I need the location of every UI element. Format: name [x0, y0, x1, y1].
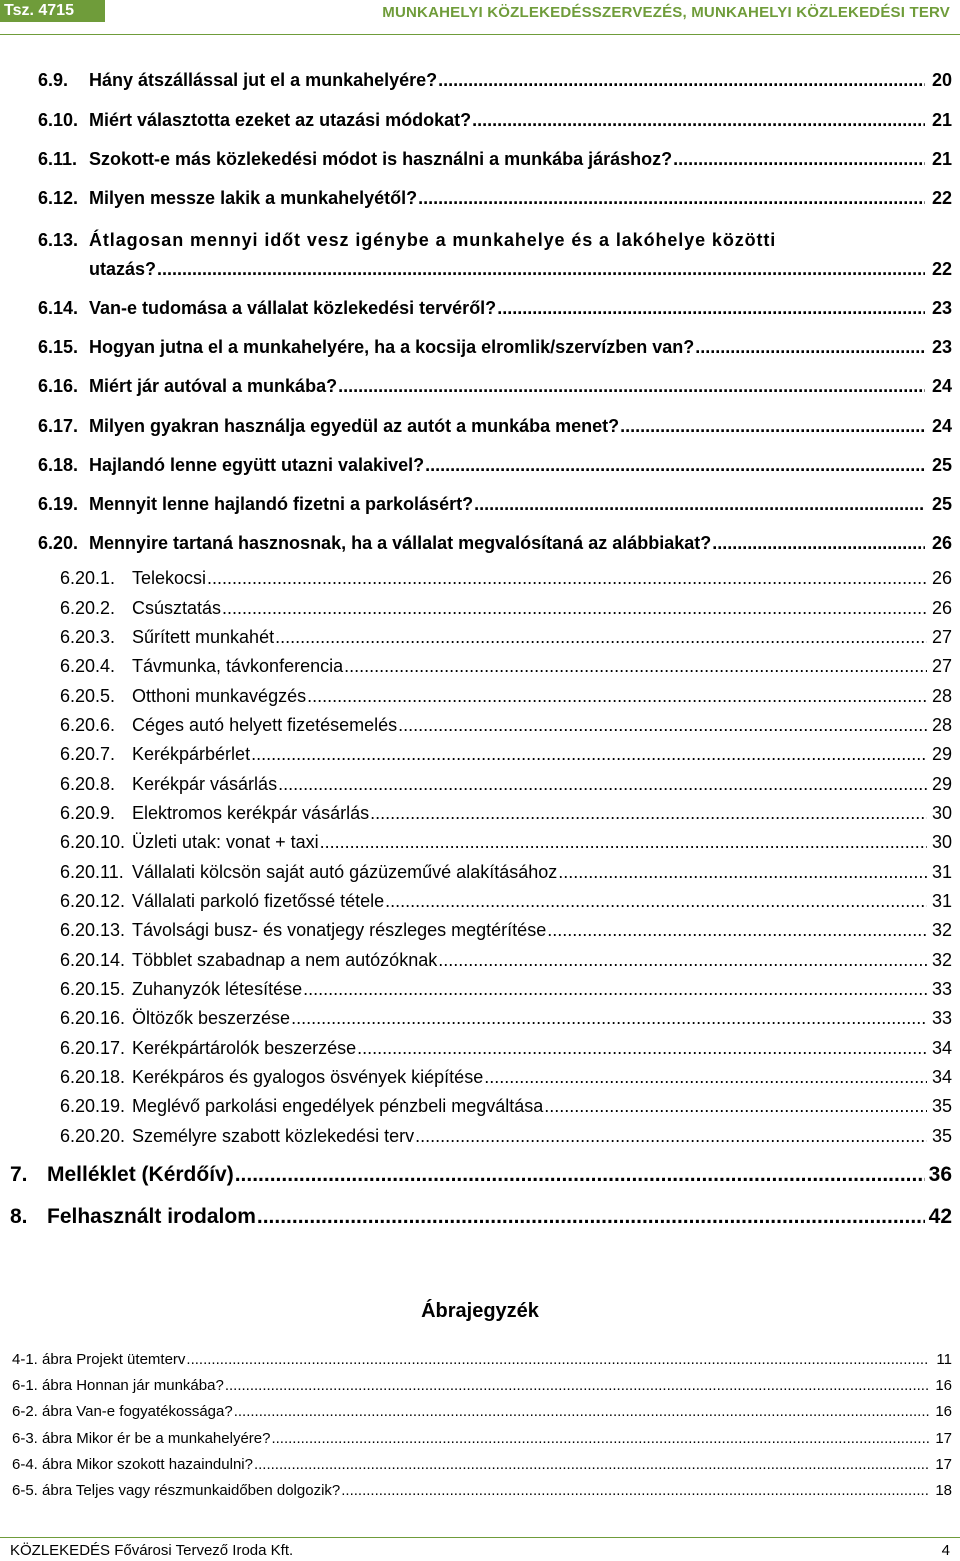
toc-page: 36 — [928, 1163, 952, 1186]
toc-leader — [291, 1008, 927, 1029]
toc-title: Miért választotta ezeket az utazási módokat? — [89, 110, 472, 130]
toc-number: 6.20.10. — [60, 832, 126, 852]
toc-title: Kerékpáros és gyalogos ösvények kiépítése — [132, 1067, 484, 1087]
toc-leader — [225, 1377, 929, 1394]
toc-leader — [357, 1038, 927, 1059]
toc-page: 29 — [931, 774, 952, 794]
toc-number: 6.11. — [38, 149, 78, 169]
toc-leader — [234, 1403, 929, 1420]
toc-subentry[interactable] — [60, 715, 952, 736]
toc-entry[interactable] — [38, 494, 952, 515]
toc-number: 8. — [10, 1205, 28, 1228]
toc-page: 30 — [931, 803, 952, 823]
toc-page: 35 — [931, 1096, 952, 1116]
toc-subentry[interactable] — [60, 920, 952, 941]
toc-leader — [303, 979, 927, 1000]
toc-entry[interactable] — [38, 533, 952, 554]
figure-title: 6-4. ábra Mikor szokott hazaindulni? — [12, 1456, 253, 1473]
toc-number: 6.10. — [38, 110, 79, 130]
toc-entry-wrapped-line2[interactable] — [89, 259, 952, 280]
toc-leader — [275, 627, 927, 648]
toc-number: 6.20.6. — [60, 715, 116, 735]
toc-page: 42 — [928, 1205, 952, 1228]
toc-title: Csúsztatás — [132, 598, 222, 618]
toc-subentry[interactable] — [60, 627, 952, 648]
toc-leader — [673, 149, 925, 170]
figure-title: 6-3. ábra Mikor ér be a munkahelyére? — [12, 1430, 271, 1447]
toc-number: 6.12. — [38, 188, 79, 208]
toc-leader — [558, 862, 927, 883]
figure-entry[interactable] — [12, 1482, 952, 1499]
document-code: Tsz. 4715 — [0, 0, 105, 22]
toc-leader — [472, 110, 925, 131]
figure-title: 6-5. ábra Teljes vagy részmunkaidőben dolgozik? — [12, 1482, 341, 1499]
toc-leader — [497, 298, 925, 319]
toc-page: 22 — [931, 188, 952, 208]
toc-number: 6.20.12. — [60, 891, 126, 911]
toc-subentry[interactable] — [60, 744, 952, 765]
toc-subentry[interactable] — [60, 891, 952, 912]
toc-title: Vállalati parkoló fizetőssé tétele — [132, 891, 385, 911]
toc-number: 6.20.20. — [60, 1126, 126, 1146]
toc-number: 6.14. — [38, 298, 79, 318]
toc-leader — [398, 715, 927, 736]
toc-page: 22 — [931, 259, 952, 279]
toc-subentry[interactable] — [60, 1126, 952, 1147]
toc-leader — [438, 70, 925, 91]
toc-leader — [415, 1126, 927, 1147]
toc-title: Üzleti utak: vonat + taxi — [132, 832, 319, 852]
toc-leader — [474, 494, 925, 515]
toc-number: 6.20.16. — [60, 1008, 126, 1028]
toc-number: 6.20.15. — [60, 979, 126, 999]
toc-number: 6.19. — [38, 494, 79, 514]
footer-page-number: 4 — [941, 1542, 950, 1559]
toc-page: 26 — [931, 598, 952, 618]
toc-leader — [320, 832, 927, 853]
figure-page: 17 — [935, 1456, 952, 1473]
toc-entry[interactable] — [38, 298, 952, 319]
figure-title: 6-1. ábra Honnan jár munkába? — [12, 1377, 224, 1394]
toc-title: Miért jár autóval a munkába? — [89, 376, 338, 396]
header-title: MUNKAHELYI KÖZLEKEDÉSSZERVEZÉS, MUNKAHELYI KÖZLEKEDÉSI TERV — [382, 4, 950, 21]
toc-subentry[interactable] — [60, 950, 952, 971]
toc-leader — [484, 1067, 927, 1088]
toc-number: 6.20.2. — [60, 598, 116, 618]
toc-subentry[interactable] — [60, 803, 952, 824]
toc-leader — [222, 598, 927, 619]
toc-page: 28 — [931, 715, 952, 735]
toc-number: 6.20.14. — [60, 950, 126, 970]
toc-number: 6.20.13. — [60, 920, 126, 940]
toc-entry[interactable] — [38, 416, 952, 437]
toc-title: Telekocsi — [132, 568, 207, 588]
toc-leader — [370, 803, 927, 824]
toc-title: Melléklet (Kérdőív) — [47, 1163, 234, 1186]
toc-number: 6.20.4. — [60, 656, 116, 676]
toc-title: Hány átszállással jut el a munkahelyére? — [89, 70, 438, 90]
toc-entry-wrapped-line1[interactable] — [38, 230, 952, 251]
figure-page: 16 — [935, 1377, 952, 1394]
toc-page: 32 — [931, 950, 952, 970]
toc-leader — [438, 950, 927, 971]
toc-number: 6.20.5. — [60, 686, 116, 706]
toc-number: 6.20.18. — [60, 1067, 126, 1087]
footer-divider — [0, 1537, 960, 1538]
toc-page: 24 — [931, 376, 952, 396]
toc-page: 27 — [931, 656, 952, 676]
toc-chapter[interactable] — [10, 1205, 952, 1229]
header-divider — [0, 34, 960, 35]
toc-subentry[interactable] — [60, 568, 952, 589]
toc-page: 25 — [931, 455, 952, 475]
toc-subentry[interactable] — [60, 598, 952, 619]
toc-leader — [344, 656, 927, 677]
toc-title: Van-e tudomása a vállalat közlekedési tervéről? — [89, 298, 497, 318]
toc-title: Otthoni munkavégzés — [132, 686, 307, 706]
toc-number: 6.20.8. — [60, 774, 116, 794]
toc-number: 6.20. — [38, 533, 79, 553]
toc-title: Milyen gyakran használja egyedül az autót a munkába menet? — [89, 416, 620, 436]
toc-page: 31 — [931, 862, 952, 882]
figure-page: 16 — [935, 1403, 952, 1420]
toc-page: 21 — [931, 110, 952, 130]
toc-title: Vállalati kölcsön saját autó gázüzeművé alakításához — [132, 862, 558, 882]
toc-entry[interactable] — [38, 376, 952, 397]
toc-leader — [254, 1456, 929, 1473]
toc-title: Mennyire tartaná hasznosnak, ha a vállalat megvalósítaná az alábbiakat? — [89, 533, 712, 553]
toc-page: 33 — [931, 979, 952, 999]
toc-page: 34 — [931, 1038, 952, 1058]
toc-leader — [157, 259, 925, 280]
toc-page: 34 — [931, 1067, 952, 1087]
toc-leader — [186, 1351, 929, 1368]
figure-entry[interactable] — [12, 1456, 952, 1473]
toc-leader — [544, 1096, 927, 1117]
toc-number: 6.20.3. — [60, 627, 116, 647]
toc-number: 6.20.9. — [60, 803, 116, 823]
toc-title: Céges autó helyett fizetésemelés — [132, 715, 398, 735]
toc-entry[interactable] — [38, 149, 952, 170]
toc-page: 28 — [931, 686, 952, 706]
toc-title: Öltözők beszerzése — [132, 1008, 291, 1028]
toc-title: Távmunka, távkonferencia — [132, 656, 344, 676]
toc-number: 6.20.17. — [60, 1038, 126, 1058]
toc-subentry[interactable] — [60, 979, 952, 1000]
toc-title: Elektromos kerékpár vásárlás — [132, 803, 370, 823]
toc-page: 26 — [931, 533, 952, 553]
footer-company: KÖZLEKEDÉS Fővárosi Tervező Iroda Kft. — [10, 1542, 294, 1559]
toc-leader — [235, 1163, 925, 1187]
toc-page: 31 — [931, 891, 952, 911]
toc-page: 27 — [931, 627, 952, 647]
toc-number: 6.15. — [38, 337, 79, 357]
toc-entry[interactable] — [38, 337, 952, 358]
toc-leader — [278, 774, 927, 795]
toc-entry[interactable] — [38, 455, 952, 476]
toc-number: 7. — [10, 1163, 28, 1186]
figure-page: 11 — [936, 1351, 952, 1368]
toc-title: Személyre szabott közlekedési terv — [132, 1126, 415, 1146]
toc-title: Mennyit lenne hajlandó fizetni a parkolásért? — [89, 494, 474, 514]
toc-page: 29 — [931, 744, 952, 764]
toc-leader — [341, 1482, 929, 1499]
toc-subentry[interactable] — [60, 1038, 952, 1059]
toc-subentry[interactable] — [60, 686, 952, 707]
toc-leader — [712, 533, 925, 554]
toc-page: 30 — [931, 832, 952, 852]
toc-number: 6.9. — [38, 70, 69, 90]
toc-leader — [307, 686, 927, 707]
toc-leader — [547, 920, 927, 941]
toc-title: Többlet szabadnap a nem autózóknak — [132, 950, 438, 970]
toc-title: Távolsági busz- és vonatjegy részleges megtérítése — [132, 920, 547, 940]
toc-page: 35 — [931, 1126, 952, 1146]
toc-leader — [338, 376, 925, 397]
toc-entry[interactable] — [38, 70, 952, 91]
toc-page: 20 — [931, 70, 952, 90]
figure-page: 18 — [935, 1482, 952, 1499]
toc-leader — [271, 1430, 929, 1447]
toc-number: 6.18. — [38, 455, 79, 475]
toc-leader — [251, 744, 927, 765]
toc-subentry[interactable] — [60, 656, 952, 677]
toc-title: Zuhanyzók létesítése — [132, 979, 303, 999]
toc-leader — [385, 891, 927, 912]
figure-entry[interactable] — [12, 1351, 952, 1368]
toc-page: 23 — [931, 298, 952, 318]
toc-title: Milyen messze lakik a munkahelyétől? — [89, 188, 418, 208]
toc-title-continued: utazás? — [89, 259, 157, 279]
toc-leader — [425, 455, 925, 476]
toc-subentry[interactable] — [60, 832, 952, 853]
toc-page: 21 — [931, 149, 952, 169]
toc-title: Sűrített munkahét — [132, 627, 275, 647]
toc-leader — [207, 568, 927, 589]
toc-page: 24 — [931, 416, 952, 436]
figure-entry[interactable] — [12, 1430, 952, 1447]
toc-entry[interactable] — [38, 188, 952, 209]
toc-title: Szokott-e más közlekedési módot is használni a munkába járáshoz? — [89, 149, 673, 169]
toc-title: Hajlandó lenne együtt utazni valakivel? — [89, 455, 425, 475]
figure-entry[interactable] — [12, 1403, 952, 1420]
toc-number: 6.20.7. — [60, 744, 116, 764]
toc-page: 26 — [931, 568, 952, 588]
toc-entry[interactable] — [38, 110, 952, 131]
toc-title: Meglévő parkolási engedélyek pénzbeli megváltása — [132, 1096, 544, 1116]
toc-chapter[interactable] — [10, 1163, 952, 1187]
toc-subentry[interactable] — [60, 1067, 952, 1088]
figure-title: 6-2. ábra Van-e fogyatékossága? — [12, 1403, 233, 1420]
toc-number: 6.20.1. — [60, 568, 116, 588]
toc-subentry[interactable] — [60, 774, 952, 795]
toc-leader — [418, 188, 925, 209]
toc-number: 6.17. — [38, 416, 79, 436]
toc-number: 6.20.19. — [60, 1096, 126, 1116]
toc-title: Felhasznált irodalom — [47, 1205, 256, 1228]
figure-title: 4-1. ábra Projekt ütemterv — [12, 1351, 186, 1368]
toc-title: Hogyan jutna el a munkahelyére, ha a kocsija elromlik/szervízben van? — [89, 337, 695, 357]
figure-entry[interactable] — [12, 1377, 952, 1394]
toc-number: 6.13. — [38, 230, 79, 250]
toc-leader — [620, 416, 925, 437]
toc-subentry[interactable] — [60, 1008, 952, 1029]
toc-page: 25 — [931, 494, 952, 514]
toc-title: Kerékpártárolók beszerzése — [132, 1038, 357, 1058]
figures-heading: Ábrajegyzék — [421, 1300, 539, 1322]
toc-page: 32 — [931, 920, 952, 940]
figure-page: 17 — [935, 1430, 952, 1447]
toc-number: 6.20.11. — [60, 862, 124, 882]
toc-number: 6.16. — [38, 376, 79, 396]
toc-title: Kerékpárbérlet — [132, 744, 251, 764]
toc-title: Átlagosan mennyi időt vesz igénybe a munkahelye és a lakóhelye közötti — [89, 230, 777, 250]
toc-leader — [695, 337, 925, 358]
toc-subentry[interactable] — [60, 1096, 952, 1117]
toc-page: 33 — [931, 1008, 952, 1028]
toc-leader — [257, 1205, 925, 1229]
toc-page: 23 — [931, 337, 952, 357]
toc-subentry[interactable] — [60, 862, 952, 883]
toc-title: Kerékpár vásárlás — [132, 774, 278, 794]
